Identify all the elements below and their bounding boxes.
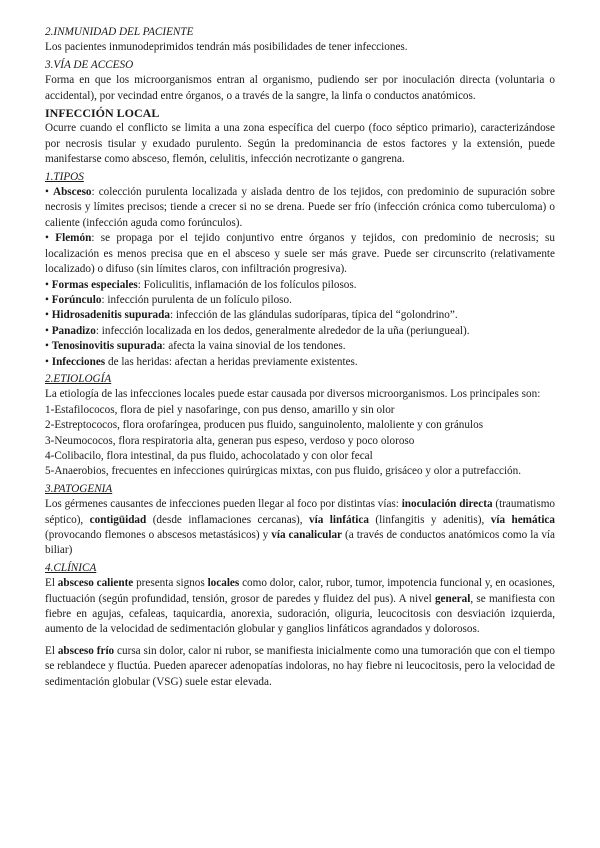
paragraph-inmunidad: Los pacientes inmunodeprimidos tendrán más posibilidades de tener infecciones. <box>45 41 408 54</box>
paragraph-infeccion-local: Ocurre cuando el conflicto se limita a una zona específica del cuerpo (foco séptico primario), caracterizándose por necrosis tisular y exudado purulento. Según la predominancia de estos factores y la extensión, puede manifestarse como absceso, flemón, celulitis, infección necrotizante o gangrena. <box>45 122 555 166</box>
section-heading-clinica: 4.CLÍNICA <box>45 561 97 574</box>
paragraph-absceso-frio: El absceso frío cursa sin dolor, calor ni rubor, se manifiesta inicialmente como una tumoración que con el tiempo se reblandece y fluctúa. Pueden aparecer adenopatías indoloras, no hay fiebre ni leucocitosis, pero la velocidad de sedimentación globular (VSG) suele estar elevada. <box>45 644 555 688</box>
term-panadizo: Panadizo <box>51 324 96 337</box>
term-forunculo: Forúnculo <box>51 293 102 306</box>
paragraph-etiologia: La etiología de las infecciones locales puede estar causada por diversos microorganismos. Los principales son: <box>45 388 541 401</box>
term-infecciones: Infecciones <box>51 355 106 368</box>
list-item-etiologia: 3-Neumococos, flora respiratoria alta, generan pus espeso, verdoso y poco oloroso <box>45 434 415 447</box>
paragraph-via-acceso: Forma en que los microorganismos entran al organismo, pudiendo ser por inoculación directa (voluntaria o accidental), por vecindad entre órganos, o a través de la sangre, la linfa o conductos anatómicos. <box>45 74 555 102</box>
section-heading-etiologia: 2.ETIOLOGÍA <box>45 372 112 385</box>
title-infeccion-local: INFECCIÓN LOCAL <box>45 106 160 121</box>
list-item-tipo: • Tenosinovitis supurada: afecta la vaina sinovial de los tendones. <box>45 340 346 353</box>
list-item-tipo: • Formas especiales: Foliculitis, inflamación de los folículos pilosos. <box>45 278 357 291</box>
section-heading-via-acceso: 3.VÍA DE ACCESO <box>45 58 134 71</box>
section-heading-inmunidad: 2.INMUNIDAD DEL PACIENTE <box>45 26 194 38</box>
list-item-tipo: • Forúnculo: infección purulenta de un folículo piloso. <box>45 293 292 306</box>
list-item-etiologia: 1-Estafilococos, flora de piel y nasofaringe, con pus denso, amarillo y sin olor <box>45 403 395 416</box>
list-item-tipo: • Infecciones de las heridas: afectan a heridas previamente existentes. <box>45 355 358 368</box>
list-item-tipo: • Absceso: colección purulenta localizada y aislada dentro de los tejidos, con predominio de supuración sobre necrosis y límites precisos; tiende a crecer si no se drena. Puede ser frío (infección crónica como tuberculoma) o caliente (infección aguda como forúnculos). <box>45 186 555 229</box>
list-item-tipo: • Panadizo: infección localizada en los dedos, generalmente alrededor de la uña (periungueal). <box>45 324 470 337</box>
paragraph-patogenia: Los gérmenes causantes de infecciones pueden llegar al foco por distintas vías: inoculación directa (traumatismo séptico), contigüidad (desde inflamaciones cercanas), vía linfática (linfangitis y adenitis), vía hemática (provocando flemones o abscesos metastásicos) y vía canalicular (a través de conductos anatómicos como la vía biliar) <box>45 498 556 557</box>
section-heading-patogenia: 3.PATOGENIA <box>45 482 113 495</box>
list-item-etiologia: 4-Colibacilo, flora intestinal, da pus fluido, achocolatado y con olor fecal <box>45 449 373 462</box>
list-item-etiologia: 5-Anaerobios, frecuentes en infecciones quirúrgicas mixtas, con pus fluido, grisáceo y olor a putrefacción. <box>45 465 522 478</box>
term-hidrosadenitis: Hidrosadenitis supurada <box>51 309 170 322</box>
paragraph-absceso-caliente: El absceso caliente presenta signos locales como dolor, calor, rubor, tumor, impotencia funcional y, en ocasiones, fluctuación (según profundidad, tensión, grosor de paredes y fluidez del pus). A nivel general, se manifiesta con fiebre en agujas, cefaleas, taquicardia, anorexia, sudoración, oliguria, leucocitosis con desviación izquierda, aumento de la velocidad de sedimentación globular y ganglios linfáticos agrandados y dolorosos. <box>45 577 555 636</box>
term-absceso: Absceso <box>52 186 92 199</box>
section-heading-tipos: 1.TIPOS <box>45 170 84 183</box>
term-formas-especiales: Formas especiales <box>51 278 138 291</box>
list-item-tipo: • Flemón: se propaga por el tejido conjuntivo entre órganos y tejidos, con predominio de necrosis; su localización es menos precisa que en el absceso y suele ser más grave. Puede ser circunscrito (relativamente localizado) o difuso (sin límites claros, con infiltración progresiva). <box>45 232 555 276</box>
term-tenosinovitis: Tenosinovitis supurada <box>51 340 163 353</box>
term-flemon: Flemón <box>55 232 92 245</box>
list-item-tipo: • Hidrosadenitis supurada: infección de las glándulas sudoríparas, típica del “golondrino”. <box>45 309 458 322</box>
list-item-etiologia: 2-Estreptococos, flora orofaríngea, producen pus fluido, sanguinolento, maloliente y con gránulos <box>45 419 484 432</box>
